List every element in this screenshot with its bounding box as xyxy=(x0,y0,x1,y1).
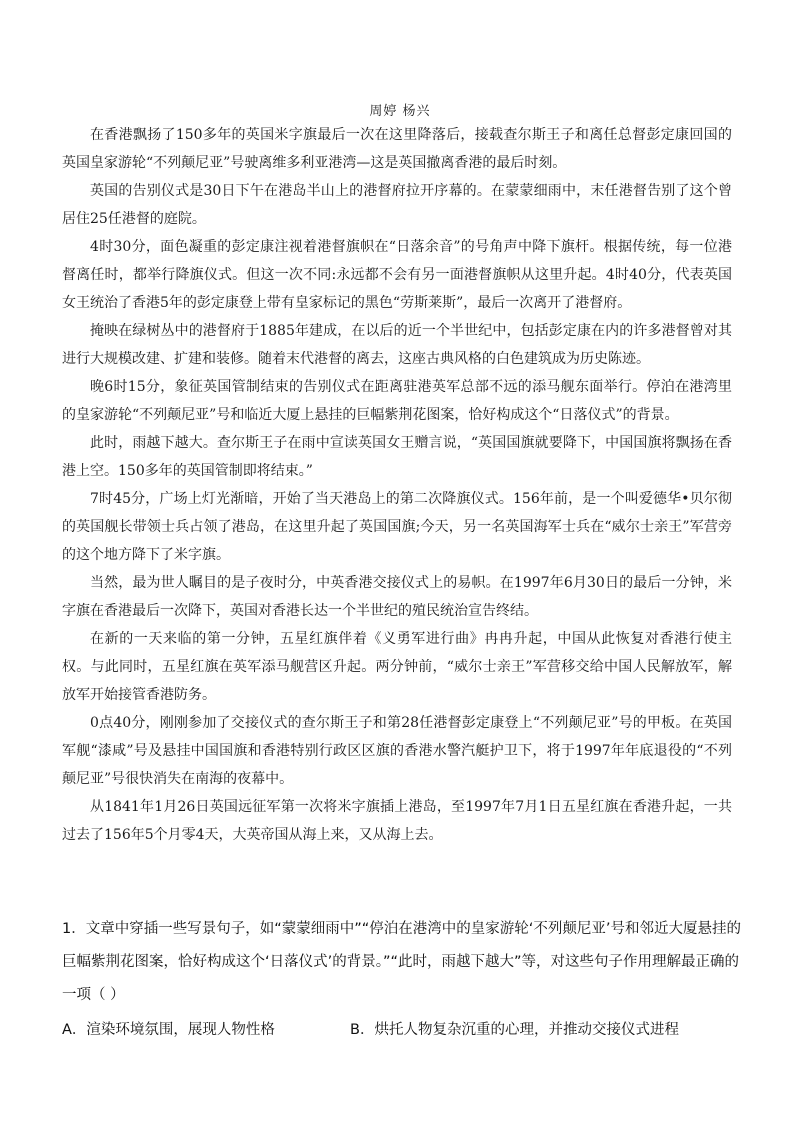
paragraph: 当然，最为世人瞩目的是子夜时分，中英香港交接仪式上的易帜。在1997年6月30日的最后一分钟，米字旗在香港最后一次降下，英国对香港长达一个半世纪的殖民统治宣告终结。 xyxy=(62,575,732,619)
paragraph: 晚6时15分，象征英国管制结束的告别仪式在距离驻港英军总部不远的添马舰东面举行。停泊在港湾里的皇家游轮“不列颠尼亚”号和临近大厦上悬挂的巨幅紫荆花图案，恰好构成这个“日落仪式”的背景。 xyxy=(62,379,732,423)
article-body xyxy=(62,121,732,849)
paragraph: 此时，雨越下越大。查尔斯王子在雨中宣读英国女王赠言说，“英国国旗就要降下，中国国旗将飘扬在香港上空。150多年的英国管制即将结束。” xyxy=(62,435,732,479)
paragraph: 4时30分，面色凝重的彭定康注视着港督旗帜在“日落余音”的号角声中降下旗杆。根据传统，每一位港督离任时，都举行降旗仪式。但这一次不同:永远都不会有另一面港督旗帜从这里升起。4时40分，代表英国女王统治了香港5年的彭定康登上带有皇家标记的黑色“劳斯莱斯”，最后一次离开了港督府。 xyxy=(62,239,732,311)
question-block xyxy=(62,913,742,1047)
paragraph: 在香港飘扬了150多年的英国米字旗最后一次在这里降落后，接载查尔斯王子和离任总督彭定康回国的英国皇家游轮“不列颠尼亚”号驶离维多利亚港湾—这是英国撤离香港的最后时刻。 xyxy=(62,127,732,171)
paragraph: 英国的告别仪式是30日下午在港岛半山上的港督府拉开序幕的。在蒙蒙细雨中，末任港督告别了这个曾居住25任港督的庭院。 xyxy=(62,183,732,227)
paragraph: 掩映在绿树丛中的港督府于1885年建成，在以后的近一个半世纪中，包括彭定康在内的许多港督曾对其进行大规模改建、扩建和装修。随着末代港督的离去，这座古典风格的白色建筑成为历史陈迹。 xyxy=(62,323,732,367)
question-stem: 1．文章中穿插一些写景句子，如“蒙蒙细雨中”“停泊在港湾中的皇家游轮‘不列颠尼亚’号和邻近大厦悬挂的巨幅紫荆花图案，恰好构成这个‘日落仪式’的背景。”“此时，雨越下越大”等，对这些句子作用理解最正确的一项（ ） xyxy=(62,921,741,1003)
author-line: 周婷 杨兴 xyxy=(369,104,431,119)
paragraph: 7时45分，广场上灯光渐暗，开始了当天港岛上的第二次降旗仪式。156年前，是一个叫爱德华•贝尔彻的英国舰长带领士兵占领了港岛，在这里升起了英国国旗;今天，另一名英国海军士兵在“威尔士亲王”军营旁的这个地方降下了米字旗。 xyxy=(62,491,732,563)
paragraph: 0点40分，刚刚参加了交接仪式的查尔斯王子和第28任港督彭定康登上“不列颠尼亚”号的甲板。在英国军舰“漆咸”号及悬挂中国国旗和香港特别行政区区旗的香港水警汽艇护卫下，将于1997年年底退役的“不列颠尼亚”号很快消失在南海的夜幕中。 xyxy=(62,715,732,787)
answer-options xyxy=(62,1014,742,1047)
paragraph: 从1841年1月26日英国远征军第一次将米字旗插上港岛，至1997年7月1日五星红旗在香港升起，一共过去了156年5个月零4天，大英帝国从海上来，又从海上去。 xyxy=(62,799,732,843)
option-b: B．烘托人物复杂沉重的心理，并推动交接仪式进程 xyxy=(350,1022,679,1038)
paragraph: 在新的一天来临的第一分钟，五星红旗伴着《义勇军进行曲》冉冉升起，中国从此恢复对香港行使主权。与此同时，五星红旗在英军添马舰营区升起。两分钟前，“威尔士亲王”军营移交给中国人民解放军，解放军开始接管香港防务。 xyxy=(62,631,732,703)
option-a: A．渲染环境氛围，展现人物性格 xyxy=(62,1022,275,1038)
